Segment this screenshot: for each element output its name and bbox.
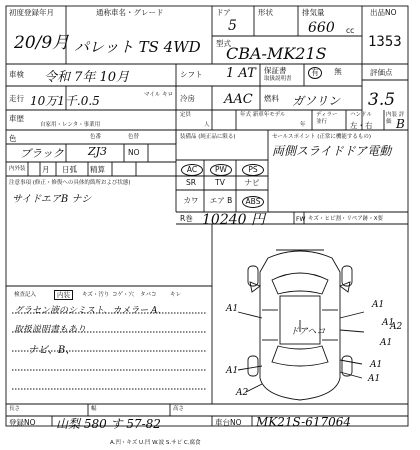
model-type-label: 型式 (216, 39, 231, 48)
equipment-ac[interactable]: AC (181, 164, 203, 176)
displacement-unit: cc (346, 26, 355, 35)
width-label: 幅 (91, 406, 97, 412)
plate-label: 登録NO (9, 418, 36, 427)
equipment-sr[interactable]: SR (186, 178, 196, 187)
displacement-label: 排気量 (302, 8, 325, 17)
fw-options: キズ・ヒビ割・リペア跡・X要 (308, 216, 384, 222)
recycle-label: R巻 (180, 214, 193, 223)
equipment-label: 装備品 (純正品に限る) (180, 134, 236, 140)
warranty-no-option[interactable]: 無 (334, 67, 342, 76)
first-registration-value: 20/9月 (14, 33, 70, 53)
color-number-label: 色番 (90, 134, 102, 140)
warranty-sub-label: 取扱説明書 (264, 76, 292, 82)
color-change-value: NO (128, 148, 140, 157)
damage-mark: A1 (382, 318, 395, 328)
capacity-unit: 人 (204, 122, 210, 128)
shaken-value: 令和 7年 10月 (44, 70, 130, 85)
damage-mark: A1 (372, 300, 385, 310)
remarks-option-burn: コゲ・穴 (112, 292, 135, 298)
equipment-ps[interactable]: PS (242, 164, 264, 176)
shaken-label: 車検 (9, 70, 24, 79)
capacity-label: 定員 (180, 112, 192, 118)
plate-value: 山梨 580 す 57-82 (56, 417, 161, 431)
color-label: 色 (9, 134, 17, 143)
equipment-leather[interactable]: カワ (183, 196, 199, 205)
damage-legend: A.凹・キズ U.凹 W.波 S.サビ C.腐食 (110, 440, 201, 446)
lot-number-value: 1353 (368, 34, 402, 50)
equipment-navi[interactable]: ナビ (244, 178, 260, 187)
handle-value: 左・右 (350, 121, 373, 130)
sales-point-value: 両側スライドドア電動 (272, 144, 392, 158)
fw-label: FW (296, 216, 306, 223)
remarks-line-3: ナビ、B、 (28, 345, 76, 356)
shift-value: 1 AT (226, 66, 256, 81)
mileage-unit: マイル キロ (144, 92, 174, 98)
shift-label: シフト (180, 70, 203, 79)
color-change-label: 色替 (128, 134, 140, 140)
doors-value: 5 (228, 18, 237, 34)
notes-value: サイドエアB ナシ (12, 194, 92, 205)
ac-value: AAC (224, 92, 253, 107)
name-grade-label: 通称車名・グレード (96, 8, 164, 17)
interior-score-label: 内装 評価 (386, 112, 405, 125)
car-name-value: パレット TS 4WD (74, 38, 201, 56)
warranty-label: 保証書 (264, 66, 287, 75)
height-label: 高さ (173, 406, 185, 412)
damage-mark: A1 (368, 374, 381, 384)
equipment-pw[interactable]: PW (210, 164, 232, 176)
warranty-yes-option[interactable]: 有 (308, 67, 322, 79)
displacement-value: 660 (308, 20, 335, 36)
score-value: 3.5 (368, 90, 396, 110)
fuel-label: 燃料 (264, 94, 279, 103)
damage-mark: A1 (370, 360, 383, 370)
recycle-value: 10240 円 (202, 212, 265, 228)
notes-label: 注意事項 (修正・修復への具体的箇所および状態) (9, 180, 131, 186)
equipment-abs[interactable]: ABS (242, 196, 264, 208)
shape-label: 形状 (258, 8, 273, 17)
doors-label: ドア (216, 8, 231, 17)
sales-point-label: セールスポイント (正常に機能するもの) (272, 134, 372, 140)
remarks-label: 検査記入 (14, 292, 37, 298)
color-number-value: ZJ3 (88, 145, 108, 158)
damage-mark-door-dent: ドアヘコ (290, 327, 326, 337)
remarks-option-tear: キレ (170, 292, 181, 298)
score-label: 評価点 (370, 68, 393, 77)
remarks-option-scratch: キズ・汚り (82, 292, 110, 298)
model-type-value: CBA-MK21S (226, 44, 327, 63)
remarks-option-interior: 内装 (54, 290, 73, 300)
dealer-label: ディラー 並行 (316, 112, 338, 125)
remarks-line-2: 取扱説明書もあり (14, 325, 87, 335)
damage-mark: A1 (226, 366, 239, 376)
length-label: 長さ (9, 406, 21, 412)
inner-option-month: 月 (42, 165, 50, 174)
year-unit: 年 (300, 122, 306, 128)
handle-label: ハンドル (350, 112, 373, 118)
damage-mark: A1 (380, 338, 393, 348)
color-value: ブラック (20, 147, 64, 160)
damage-mark: A1 (226, 304, 239, 314)
chassis-value: MK21S-617064 (256, 415, 352, 429)
equipment-airbag[interactable]: エア B (209, 196, 233, 205)
usage-options: 自家用・レンタ・事業用 (40, 122, 101, 128)
damage-mark: A2 (390, 322, 403, 332)
first-registration-label: 初度登録年月 (9, 8, 54, 17)
usage-label: 車歴 (9, 114, 24, 123)
inner-option-settle: 精算 (90, 165, 105, 174)
year-model-label: 年式 新車年モデル (240, 112, 286, 118)
remarks-option-tobacco: タバコ (140, 292, 157, 298)
interior-score-value: B (396, 117, 405, 131)
lot-number-label: 出品NO (370, 8, 397, 17)
inner-option-day: 日弧 (62, 165, 77, 174)
damage-mark: A2 (236, 388, 249, 398)
inner-label: 内外装 (9, 166, 26, 172)
fuel-value: ガソリン (292, 94, 341, 108)
ac-label: 冷房 (180, 94, 195, 103)
equipment-tv[interactable]: TV (215, 178, 225, 187)
chassis-label: 車台NO (215, 418, 242, 427)
mileage-label: 走行 (9, 94, 24, 103)
remarks-line-1: グラセン液のシミスト、カメラー A、 (14, 306, 167, 316)
mileage-value: 10万1千.0.5 (30, 94, 100, 108)
